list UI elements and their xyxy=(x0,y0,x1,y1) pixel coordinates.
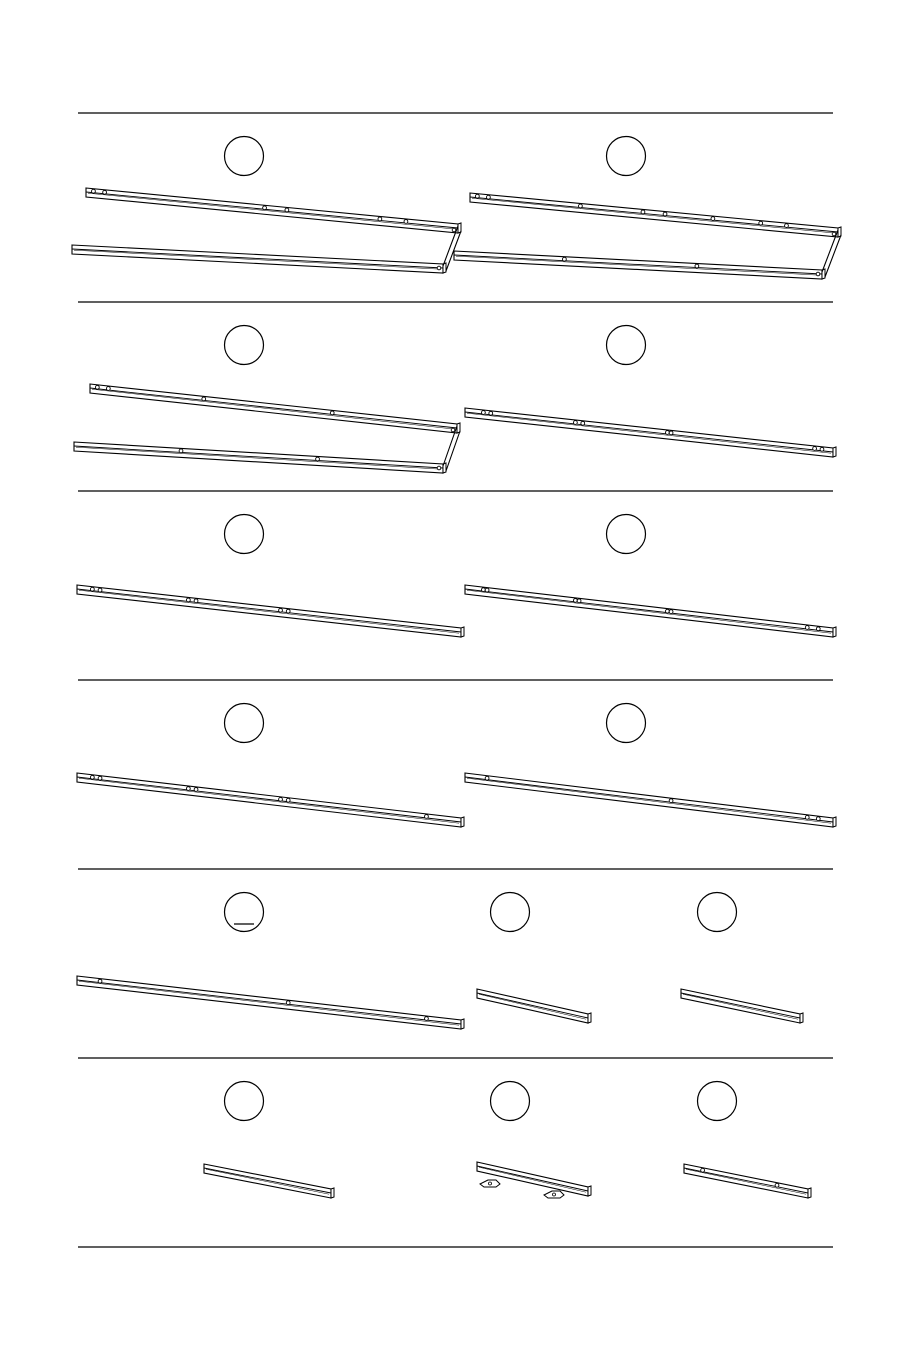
bolt-hole xyxy=(695,264,699,268)
part-1-badge xyxy=(225,137,264,176)
bolt-hole xyxy=(641,210,645,214)
bar-outline xyxy=(465,408,833,457)
bolt-hole xyxy=(832,232,836,236)
bar-inner-edge xyxy=(479,994,586,1019)
part-7-badge xyxy=(225,704,264,743)
bolt-hole xyxy=(669,610,673,614)
bolt-hole xyxy=(451,428,455,432)
bar-outline xyxy=(72,245,443,273)
bolt-hole xyxy=(263,206,267,210)
bolt-hole xyxy=(90,775,94,779)
bolt-hole xyxy=(820,447,824,451)
bolt-hole xyxy=(95,385,99,389)
badge-circle xyxy=(607,137,646,176)
bar-inner-edge xyxy=(88,193,456,229)
bar-end-cap xyxy=(461,817,464,827)
bolt-hole xyxy=(437,466,441,470)
bolt-hole xyxy=(816,272,820,276)
part-13-drawing xyxy=(477,1162,591,1198)
bar-edge xyxy=(477,993,588,1018)
bolt-hole xyxy=(202,397,206,401)
bar-edge xyxy=(77,777,461,822)
bar-outline xyxy=(465,773,833,827)
bar-inner-edge xyxy=(74,250,441,269)
bolt-hole xyxy=(813,447,817,451)
bar-outline xyxy=(454,251,822,279)
part-11-badge xyxy=(698,893,737,932)
bar-end-cap xyxy=(833,447,836,457)
part-11-drawing xyxy=(681,989,803,1023)
bar-end-cap xyxy=(588,1013,591,1023)
badge-circle xyxy=(607,704,646,743)
bolt-hole xyxy=(279,608,283,612)
tab-hole xyxy=(553,1193,556,1196)
bolt-hole xyxy=(816,627,820,631)
tab-hole xyxy=(489,1182,492,1185)
bolt-hole xyxy=(805,626,809,630)
bolt-hole xyxy=(285,208,289,212)
part-12-badge xyxy=(225,1082,264,1121)
part-4-drawing xyxy=(465,408,836,457)
bar-outline xyxy=(77,773,461,827)
bar-edge xyxy=(72,249,443,268)
frame-front-rail xyxy=(74,442,446,473)
bolt-hole xyxy=(785,224,789,228)
bolt-hole xyxy=(663,212,667,216)
badge-circle xyxy=(225,1082,264,1121)
bolt-hole xyxy=(98,776,102,780)
bolt-hole xyxy=(482,588,486,592)
bar-edge xyxy=(465,412,833,452)
bar-outline xyxy=(681,989,800,1023)
bar-outline xyxy=(470,193,838,237)
part-1-drawing xyxy=(72,188,461,273)
bar-end-cap xyxy=(461,1019,464,1029)
part-5-drawing xyxy=(77,585,464,637)
bar-end-cap xyxy=(808,1188,811,1198)
badge-circle xyxy=(225,515,264,554)
row-dividers xyxy=(78,113,833,1247)
bar-edge xyxy=(77,589,461,632)
part-6-drawing xyxy=(465,585,836,637)
part-3-badge xyxy=(225,326,264,365)
part-14-badge xyxy=(698,1082,737,1121)
part-13-badge xyxy=(491,1082,530,1121)
bolt-hole xyxy=(666,609,670,613)
bar-outline xyxy=(465,585,833,637)
bar-edge xyxy=(74,446,443,468)
bar-end-cap xyxy=(833,817,836,827)
bolt-hole xyxy=(701,1168,705,1172)
bar-inner-edge xyxy=(467,413,831,453)
bar-inner-edge xyxy=(79,590,459,633)
bolt-hole xyxy=(103,190,107,194)
bar-outline xyxy=(74,442,443,473)
bolt-hole xyxy=(711,217,715,221)
bar-edge xyxy=(465,777,833,822)
bar-edge xyxy=(470,197,838,232)
bar-end-cap xyxy=(461,627,464,637)
badge-circle xyxy=(225,704,264,743)
badge-circle xyxy=(607,515,646,554)
bolt-hole xyxy=(425,1017,429,1021)
bar-edge xyxy=(465,589,833,632)
badge-circle xyxy=(698,1082,737,1121)
badge-circle xyxy=(607,326,646,365)
frame-front-rail xyxy=(72,245,446,273)
part-12-drawing xyxy=(204,1164,334,1198)
bolt-hole xyxy=(574,599,578,603)
part-9-drawing xyxy=(77,976,464,1029)
bar-inner-edge xyxy=(683,994,798,1019)
frame-back-rail xyxy=(470,193,841,237)
bolt-hole xyxy=(92,189,96,193)
part-8-drawing xyxy=(465,773,836,827)
part-10-drawing xyxy=(477,989,591,1023)
bar-outline xyxy=(77,976,461,1029)
bolt-hole xyxy=(775,1183,779,1187)
bar-outline xyxy=(77,585,461,637)
bar-edge xyxy=(204,1168,331,1193)
bar-edge xyxy=(90,388,457,428)
bolt-hole xyxy=(186,598,190,602)
bolt-hole xyxy=(378,217,382,221)
bolt-hole xyxy=(98,979,102,983)
bar-outline xyxy=(86,188,458,233)
part-2-drawing xyxy=(454,193,841,279)
bolt-hole xyxy=(404,220,408,224)
bolt-hole xyxy=(487,195,491,199)
bar-outline xyxy=(477,989,588,1023)
bolt-hole xyxy=(437,266,441,270)
bolt-hole xyxy=(475,194,479,198)
badge-circle xyxy=(698,893,737,932)
badge-circle xyxy=(225,326,264,365)
part-8-badge xyxy=(607,704,646,743)
bolt-hole xyxy=(805,815,809,819)
badge-circle xyxy=(225,893,264,932)
bar-outline xyxy=(90,384,457,433)
bolt-hole xyxy=(279,797,283,801)
bar-inner-edge xyxy=(686,1169,806,1194)
bolt-hole xyxy=(579,204,583,208)
bolt-hole xyxy=(485,776,489,780)
bar-end-cap xyxy=(588,1186,591,1196)
bolt-hole xyxy=(563,257,567,261)
bolt-hole xyxy=(482,411,486,415)
badge-circle xyxy=(491,893,530,932)
part-9-badge xyxy=(225,893,264,932)
part-2-badge xyxy=(607,137,646,176)
bolt-hole xyxy=(574,421,578,425)
bolt-hole xyxy=(179,449,183,453)
part-4-badge xyxy=(607,326,646,365)
bar-inner-edge xyxy=(76,447,441,469)
frame-back-rail xyxy=(86,188,461,233)
bar-edge xyxy=(86,192,458,228)
bar-end-cap xyxy=(800,1013,803,1023)
badge-circle xyxy=(491,1082,530,1121)
bolt-hole xyxy=(194,599,198,603)
part-number-badges xyxy=(225,137,737,1121)
bolt-hole xyxy=(581,421,585,425)
bar-inner-edge xyxy=(467,590,831,633)
part-6-badge xyxy=(607,515,646,554)
bolt-hole xyxy=(425,815,429,819)
bolt-hole xyxy=(452,228,456,232)
badge-circle xyxy=(225,137,264,176)
bolt-hole xyxy=(316,457,320,461)
bolt-hole xyxy=(330,411,334,415)
bar-inner-edge xyxy=(79,981,459,1025)
bar-edge xyxy=(681,993,800,1018)
bar-edge xyxy=(454,255,822,274)
bolt-hole xyxy=(666,431,670,435)
bar-outline xyxy=(477,1162,588,1196)
bar-inner-edge xyxy=(467,778,831,823)
bolt-hole xyxy=(489,411,493,415)
frame-front-rail xyxy=(454,251,825,279)
bolt-hole xyxy=(816,817,820,821)
bolt-hole xyxy=(485,588,489,592)
bar-inner-edge xyxy=(472,198,836,233)
bolt-hole xyxy=(286,1001,290,1005)
bolt-hole xyxy=(669,799,673,803)
bar-end-cap xyxy=(833,627,836,637)
bolt-hole xyxy=(98,588,102,592)
bolt-hole xyxy=(286,609,290,613)
bar-inner-edge xyxy=(92,389,455,429)
part-5-badge xyxy=(225,515,264,554)
part-14-drawing xyxy=(684,1164,811,1198)
bar-edge xyxy=(77,980,461,1024)
bar-inner-edge xyxy=(79,778,459,823)
part-3-drawing xyxy=(74,384,460,473)
part-7-drawing xyxy=(77,773,464,827)
bar-end-cap xyxy=(331,1188,334,1198)
bolt-hole xyxy=(577,599,581,603)
bar-inner-edge xyxy=(456,256,820,275)
frame-back-rail xyxy=(90,384,460,433)
bolt-hole xyxy=(186,787,190,791)
bolt-hole xyxy=(286,798,290,802)
bolt-hole xyxy=(106,387,110,391)
bolt-hole xyxy=(669,431,673,435)
bolt-hole xyxy=(90,587,94,591)
bar-outline xyxy=(204,1164,331,1198)
bar-inner-edge xyxy=(206,1169,329,1194)
bolt-hole xyxy=(194,788,198,792)
bolt-hole xyxy=(759,221,763,225)
part-10-badge xyxy=(491,893,530,932)
part-drawings xyxy=(72,188,841,1198)
